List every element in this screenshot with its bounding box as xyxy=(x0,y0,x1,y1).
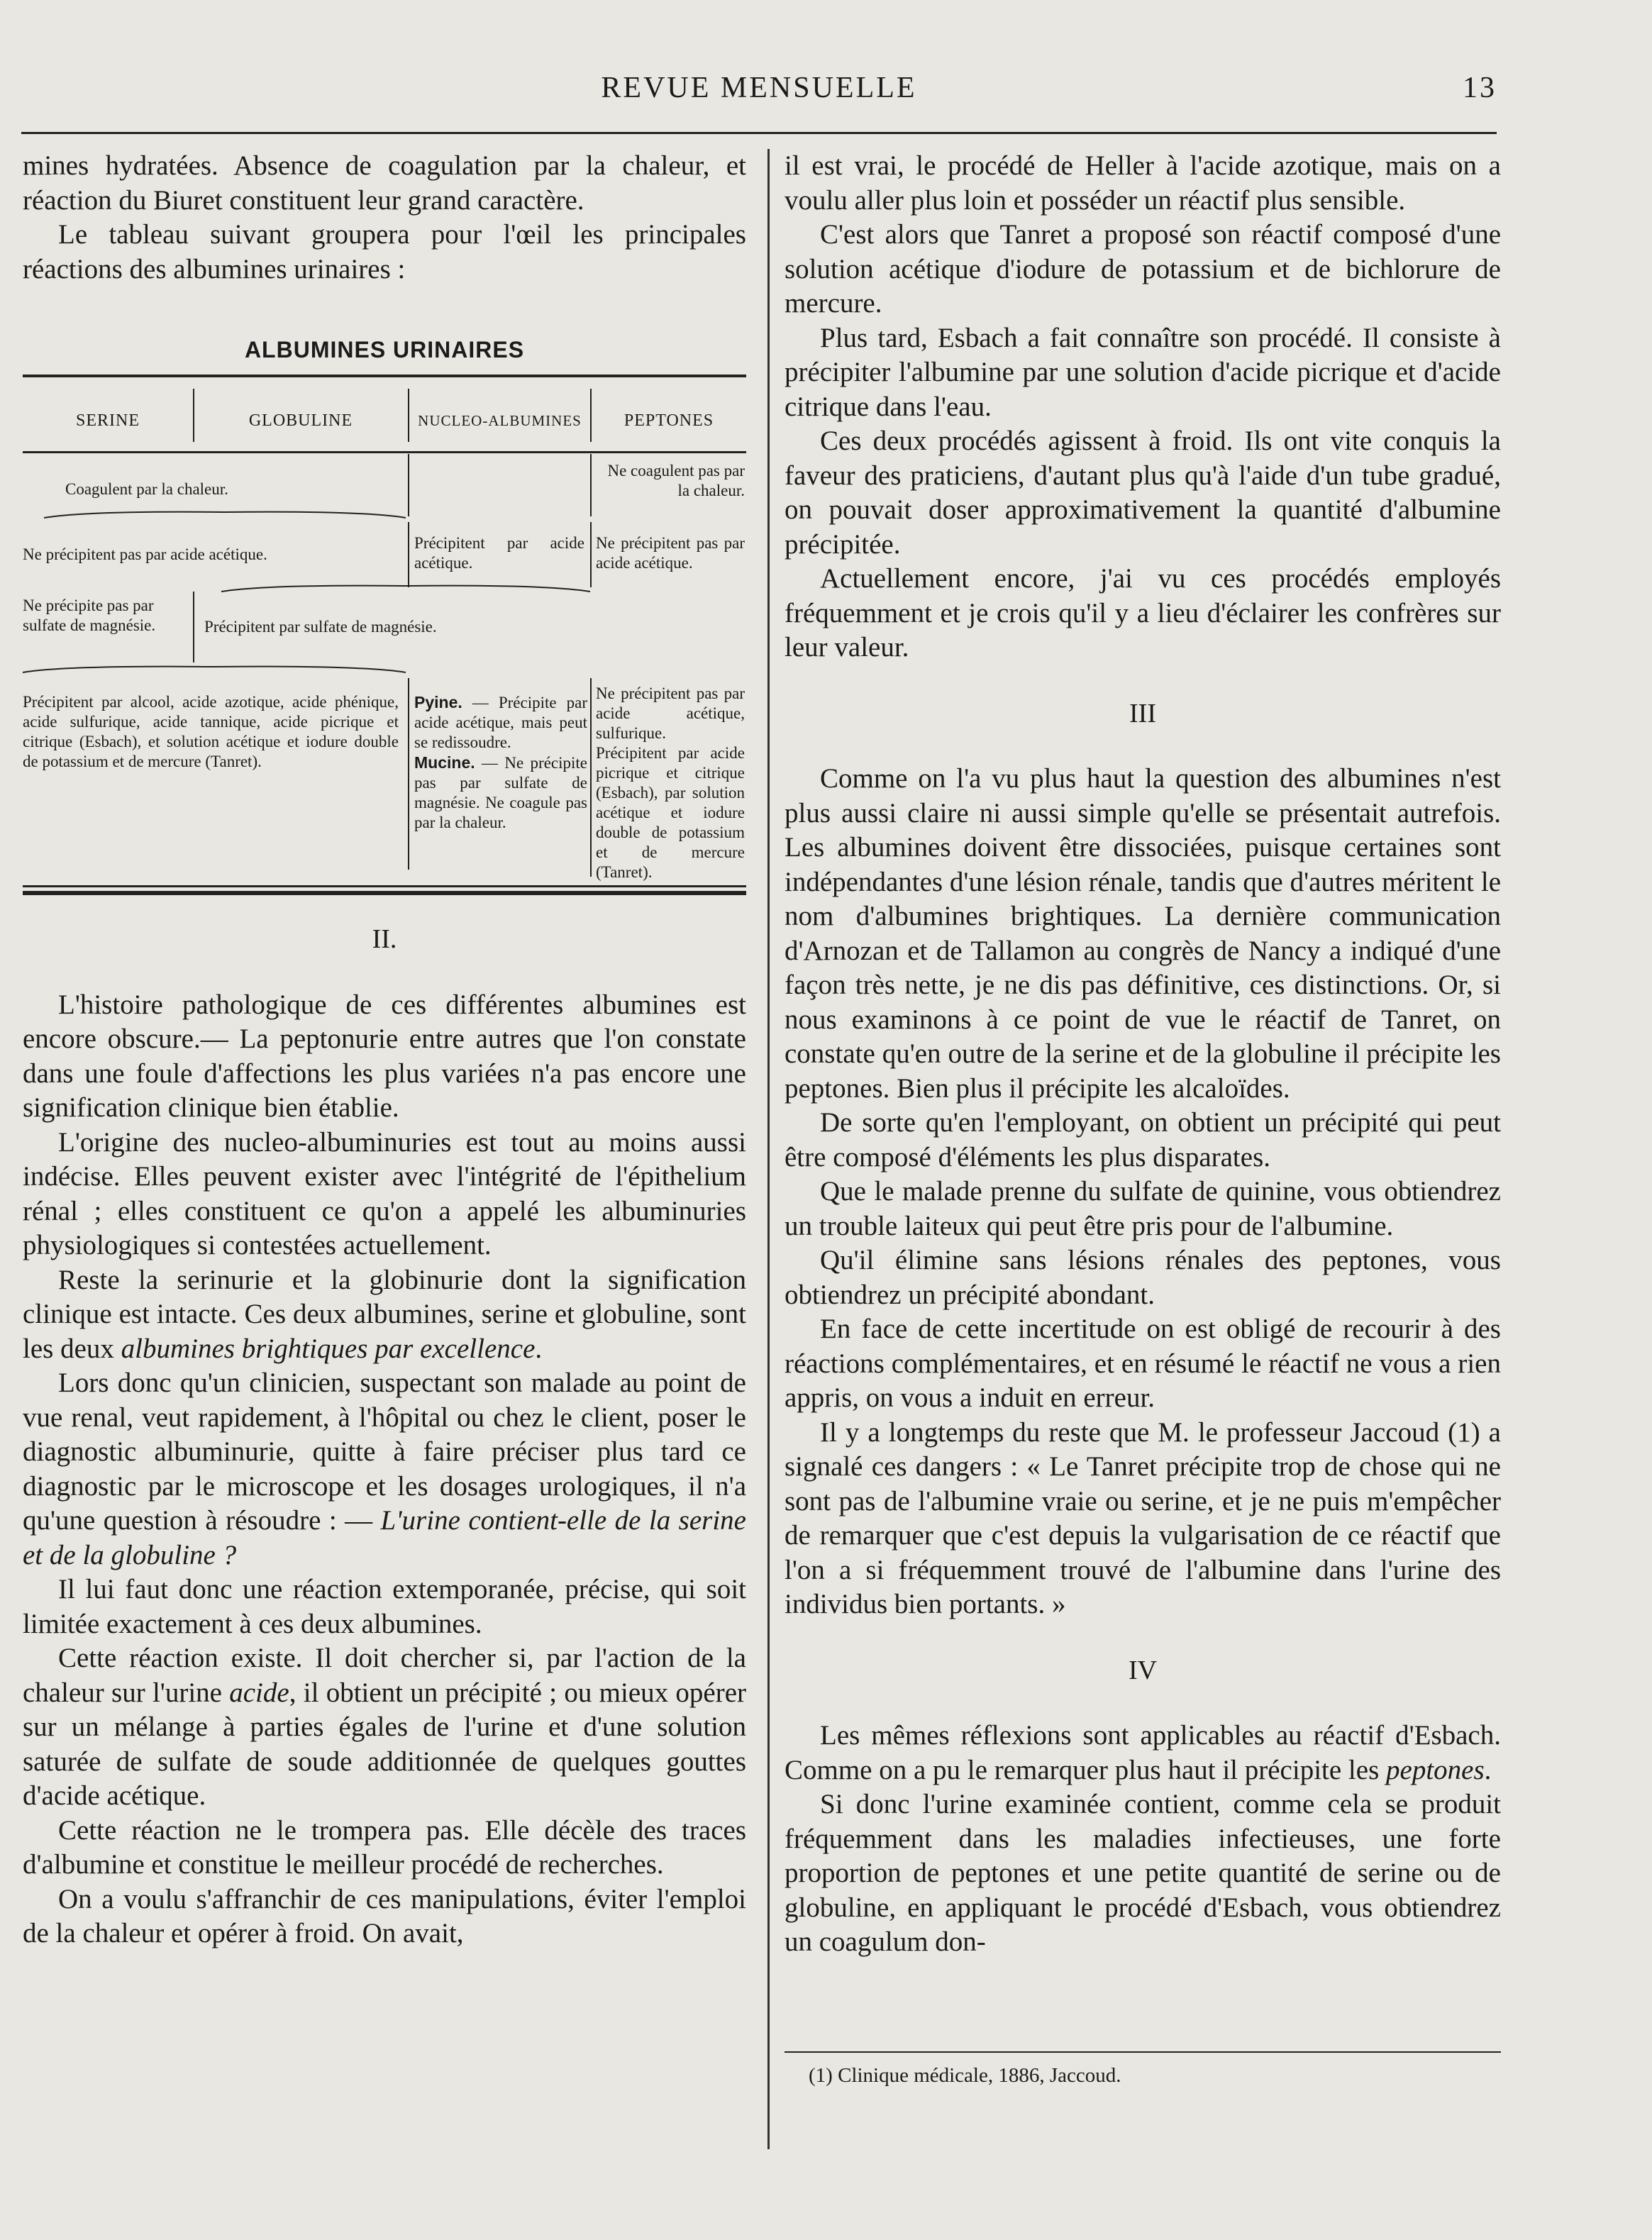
section-heading: II. xyxy=(372,924,397,954)
paragraph xyxy=(23,1263,746,1367)
right-column xyxy=(785,149,1501,1960)
paragraph: Comme on l'a vu plus haut la question des albumines n'est plus aussi claire ni aussi simple qu'elle se présentait autrefois. Les albumines doivent être dissociées, puisque certaines sont indépendantes d'une lésion rénale, tandis que d'autres méritent le nom d'albumines brightiques. La dernière communication d'Arnozan et de Tallamon au congrès de Nancy a indiqué d'une façon très nette, je ne dis pas définitive, ces distinctions. Or, si nous examinons à ce point de vue le réactif de Tanret, on constate qu'en outre de la serine et de la globuline il précipite les peptones. Bien plus il précipite les alcaloïdes. xyxy=(785,763,1501,1104)
column-divider xyxy=(767,149,770,2149)
paragraph xyxy=(23,1641,746,1814)
albumines-table xyxy=(23,339,746,906)
paragraph: De sorte qu'en l'employant, on obtient un précipité qui peut être composé d'éléments les plus disparates. xyxy=(785,1107,1501,1172)
paragraph: Cette réaction ne le trompera pas. Elle décèle des traces d'albumine et constitue le meilleur procédé de recherches. xyxy=(23,1814,746,1880)
table-vline xyxy=(193,592,194,662)
running-header xyxy=(21,71,1497,113)
table-vline xyxy=(408,454,409,516)
emphasis: acide xyxy=(229,1677,289,1708)
section-heading: IV xyxy=(1128,1655,1158,1685)
paragraph: Le tableau suivant groupera pour l'œil les principales réactions des albumines urinaires : xyxy=(23,219,746,284)
left-column-top xyxy=(23,149,746,287)
paragraph xyxy=(785,1719,1501,1787)
table-vline xyxy=(590,454,592,516)
mucine-text: — Ne précipite pas par sulfate de magnésie. Ne coagule pas par la chaleur. xyxy=(414,754,587,831)
paragraph: En face de cette incertitude on est obligé de recourir à des réactions complémentaires, et en résumé le réactif ne vous a rien appris, on vous a induit en erreur. xyxy=(785,1314,1501,1413)
footnote-rule xyxy=(785,2051,1501,2053)
pyine-label: Pyine. xyxy=(414,693,462,711)
paragraph: C'est alors que Tanret a proposé son réactif composé d'une solution acétique d'iodure de potassium et de bichlorure de mercure. xyxy=(785,219,1501,318)
cell-r4-peptones xyxy=(596,684,745,882)
table-vline xyxy=(590,678,592,877)
cell-r3-serine: Ne précipite pas par sulfate de magnésie. xyxy=(23,597,156,634)
emphasis: albumines brightiques par excellence xyxy=(121,1333,536,1364)
cell-r2-peptones: Ne précipitent pas par acide acétique. xyxy=(596,534,745,572)
brace xyxy=(44,509,406,519)
text: Lors donc qu'un clinicien, suspectant son malade au point de vue renal, veut rapidement, à l'hôpital ou chez le client, poser le diagnostic albuminurie, quitte à faire préciser plus tard ce diagnostic par le microscope et les dosages urologiques, il n'a qu'une question à résoudre : — xyxy=(23,1368,746,1536)
paragraph: il est vrai, le procédé de Heller à l'acide azotique, mais on a voulu aller plus loin et posséder un réactif plus sensible. xyxy=(785,150,1501,216)
cell-r2-nucleo: Précipitent par acide acétique. xyxy=(414,534,584,572)
table-vline xyxy=(408,678,409,870)
col-header-serine: SERINE xyxy=(76,411,140,430)
journal-title: REVUE MENSUELLE xyxy=(601,72,917,104)
peptones-text-b: Précipitent par acide picrique et citrique (Esbach), par solution acétique et iodure double de potassium et de mercure (Tanret). xyxy=(596,744,745,881)
paragraph: Ces deux procédés agissent à froid. Ils ont vite conquis la faveur des praticiens, d'autant plus qu'à l'aide d'un tube gradué, on pouvait doser approximativement la quantité d'albumine précipitée. xyxy=(785,426,1501,560)
emphasis: L'urine contient-elle de la serine et de la globuline ? xyxy=(23,1505,746,1570)
cell-r3-globuline-nucleo: Précipitent par sulfate de magnésie. xyxy=(204,618,437,636)
text: , il obtient un précipité ; ou mieux opérer sur un mélange à parties égales de l'urine et d'une solution saturée de sulfate de soude additionnée de quelques gouttes d'acide acétique. xyxy=(23,1677,746,1811)
table-vline xyxy=(408,522,409,587)
footnote: (1) Clinique médicale, 1886, Jaccoud. xyxy=(809,2064,1121,2087)
brace xyxy=(23,664,406,674)
section-heading: III xyxy=(1129,698,1156,728)
paragraph: Que le malade prenne du sulfate de quinine, vous obtiendrez un trouble laiteux qui peut être pris pour de l'albumine. xyxy=(785,1176,1501,1241)
table-vline xyxy=(193,389,194,442)
paragraph: Qu'il élimine sans lésions rénales des peptones, vous obtiendrez un précipité abondant. xyxy=(785,1245,1501,1310)
paragraph: Actuellement encore, j'ai vu ces procédés employés fréquemment et je crois qu'il y a lieu d'éclairer les confrères sur leur valeur. xyxy=(785,563,1501,662)
paragraph: Si donc l'urine examinée contient, comme cela se produit fréquemment dans les maladies infectieuses, une forte proportion de peptones et une petite quantité de serine ou de globuline, en appliquant le procédé d'Esbach, vous obtiendrez un coagulum don- xyxy=(785,1789,1501,1957)
text: . xyxy=(535,1333,543,1364)
paragraph: mines hydratées. Absence de coagulation par la chaleur, et réaction du Biuret constituent leur grand caractère. xyxy=(23,150,746,216)
table-rule xyxy=(23,375,746,377)
mucine-label: Mucine. xyxy=(414,753,475,772)
table-vline xyxy=(590,522,592,587)
paragraph: Il y a longtemps du reste que M. le professeur Jaccoud (1) a signalé ces dangers : « Le Tanret précipite trop de chose qui ne sont pas de l'albumine vraie ou serine, et je ne puis m'empêcher de remarquer que c'est depuis la vulgarisation de ce réactif que l'on a si fréquemment trouvé de l'albumine dans l'urine des individus bien portants. » xyxy=(785,1416,1501,1619)
left-column-body xyxy=(23,922,746,1951)
table-vline xyxy=(408,389,409,442)
col-header-globuline: GLOBULINE xyxy=(248,411,353,430)
emphasis: peptones xyxy=(1386,1754,1485,1785)
paragraph xyxy=(23,1366,746,1573)
cell-r4-nucleo xyxy=(414,692,587,833)
paragraph: Il lui faut donc une réaction extemporanée, précise, qui soit limitée exactement à ces deux albumines. xyxy=(23,1574,746,1639)
paragraph: L'histoire pathologique de ces différentes albumines est encore obscure.— La peptonurie entre autres que l'on constate dans une foule d'affections les plus variées n'a pas encore une signification clinique bien établie. xyxy=(23,989,746,1123)
text: Cette réaction existe. Il doit chercher si, par l'action de la chaleur sur l'urine xyxy=(23,1643,746,1708)
header-rule xyxy=(21,132,1497,134)
paragraph: On a voulu s'affranchir de ces manipulations, éviter l'emploi de la chaleur et opérer à froid. On avait, xyxy=(23,1883,746,1948)
table-title: ALBUMINES URINAIRES xyxy=(244,337,525,362)
col-header-peptones: PEPTONES xyxy=(623,411,714,430)
table-rule xyxy=(23,885,746,887)
paragraph: Plus tard, Esbach a fait connaître son procédé. Il consiste à précipiter l'albumine par une solution d'acide picrique et d'acide citrique dans l'eau. xyxy=(785,322,1501,422)
table-vline xyxy=(590,389,592,442)
pyine-text: — Précipite par acide acétique, mais peut se redissoudre. xyxy=(414,694,587,751)
table-rule xyxy=(23,451,746,453)
text: Reste la serinurie et la globinurie dont la signification clinique est intacte. Ces deux albumines, serine et globuline, sont les deux xyxy=(23,1264,746,1364)
text: . xyxy=(1484,1754,1492,1785)
text: Les mêmes réflexions sont applicables au réactif d'Esbach. Comme on a pu le remarquer plus haut il précipite les xyxy=(785,1720,1501,1785)
cell-r4-serine-globuline: Précipitent par alcool, acide azotique, acide phénique, acide sulfurique, acide tannique, acide picrique et citrique (Esbach), et solution acétique et iodure double de potassium et de mercure (Tanret). xyxy=(23,693,399,770)
page-number: 13 xyxy=(1463,72,1497,104)
peptones-text-a: Ne précipitent pas par acide acétique, sulfurique. xyxy=(596,684,745,742)
cell-r1-peptones: Ne coagulent pas par la chaleur. xyxy=(607,462,745,499)
cell-r1-serine-globuline: Coagulent par la chaleur. xyxy=(65,480,228,498)
paragraph: L'origine des nucleo-albuminuries est tout au moins aussi indécise. Elles peuvent exister avec l'intégrité de l'épithelium rénal ; elles constituent ce qu'on a appelé les albuminuries physiologiques si contestées actuellement. xyxy=(23,1126,746,1260)
table-rule xyxy=(23,891,746,895)
brace xyxy=(221,583,590,593)
col-header-nucleo: NUCLEO-ALBUMINES xyxy=(418,412,582,429)
cell-r2-serine-globuline: Ne précipitent pas par acide acétique. xyxy=(23,545,267,563)
